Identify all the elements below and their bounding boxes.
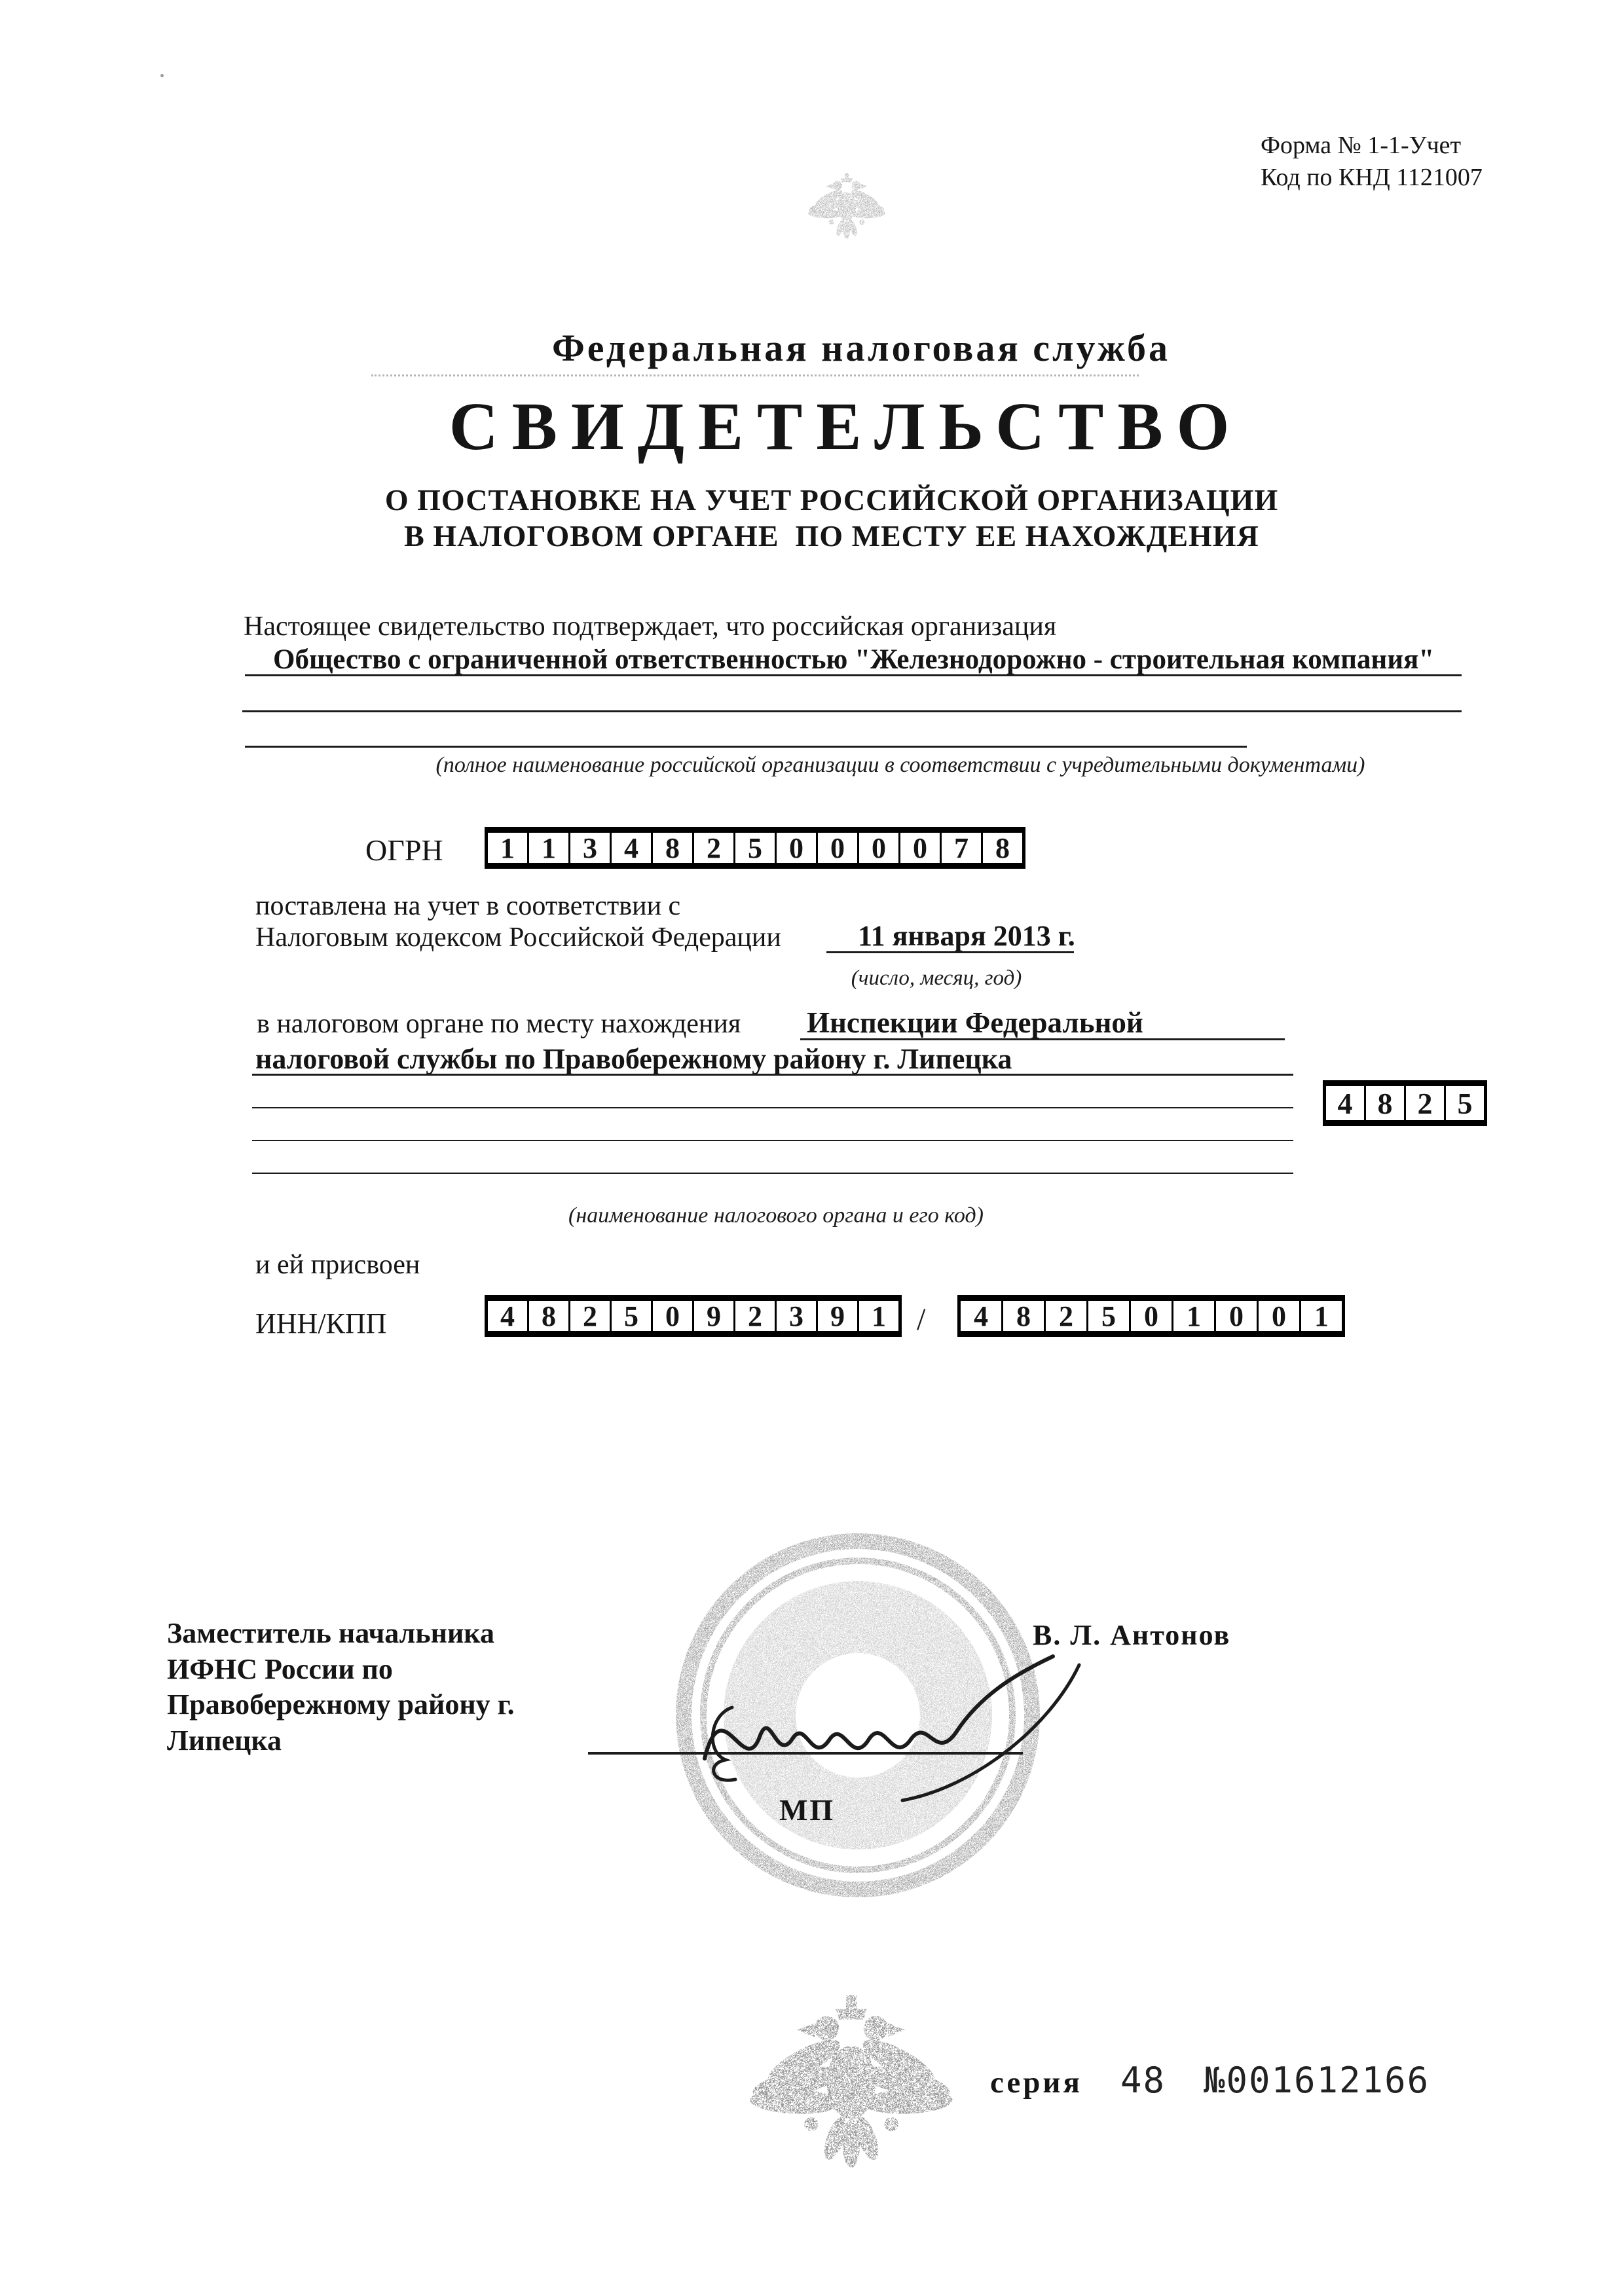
kpp-digit: 2 — [1046, 1301, 1086, 1331]
authority-underline-1 — [800, 1038, 1285, 1040]
agency-name: Федеральная налоговая служба — [551, 327, 1171, 369]
intro-text: Настоящее свидетельство подтверждает, что российская организация — [244, 611, 1057, 642]
kpp-digit: 0 — [1259, 1301, 1299, 1331]
inn-digit-boxes — [485, 1295, 902, 1337]
organization-caption: (полное наименование российской организации в соответствии с учредительными документами) — [435, 753, 1365, 777]
kpp-digit: 0 — [1216, 1301, 1257, 1331]
signatory-name: В. Л. Антонов — [1033, 1619, 1231, 1651]
authority-code-digit: 2 — [1406, 1086, 1444, 1120]
ogrn-digit: 3 — [570, 833, 610, 863]
registration-date: 11 января 2013 г. — [858, 920, 1075, 952]
inn-digit: 4 — [488, 1301, 527, 1331]
signatory-title — [167, 1616, 612, 1758]
kpp-digit: 1 — [1301, 1301, 1342, 1331]
signature-stroke — [686, 1642, 1118, 1806]
ogrn-digit: 1 — [529, 833, 568, 863]
assigned-line: и ей присвоен — [255, 1250, 420, 1280]
serial-block — [990, 2060, 1430, 2101]
coat-of-arms-icon — [807, 172, 887, 240]
document-subtitle-line1: О ПОСТАНОВКЕ НА УЧЕТ РОССИЙСКОЙ ОРГАНИЗАЦИИ — [384, 483, 1279, 517]
signatory-title-line: Липецка — [167, 1724, 282, 1757]
ogrn-digit: 0 — [818, 833, 857, 863]
date-underline — [826, 951, 1074, 953]
kpp-digit: 4 — [961, 1301, 1001, 1331]
registered-line: поставлена на учет в соответствии с — [255, 891, 681, 921]
form-code-block — [1261, 130, 1483, 193]
authority-name-line2: налоговой службы по Правобережному району г. Липецка — [255, 1043, 1012, 1075]
signatory-title-line: Правобережному району г. — [167, 1688, 515, 1721]
tax-code-line: Налоговым кодексом Российской Федерации — [255, 922, 781, 953]
ogrn-digit: 0 — [859, 833, 898, 863]
ogrn-digit-boxes — [485, 827, 1025, 869]
ogrn-digit: 5 — [735, 833, 775, 863]
knd-code: Код по КНД 1121007 — [1261, 163, 1483, 191]
form-number: Форма № 1-1-Учет — [1261, 132, 1462, 159]
ruled-line — [245, 674, 1462, 676]
kpp-digit: 5 — [1088, 1301, 1129, 1331]
authority-code-digit: 8 — [1366, 1086, 1404, 1120]
kpp-digit: 1 — [1173, 1301, 1214, 1331]
signatory-title-line: ИФНС России по — [167, 1652, 393, 1685]
inn-digit: 0 — [653, 1301, 692, 1331]
ruled-line — [252, 1107, 1293, 1108]
inn-digit: 8 — [529, 1301, 568, 1331]
authority-code-boxes — [1323, 1080, 1487, 1126]
certificate-number: №001612166 — [1203, 2060, 1430, 2101]
ogrn-digit: 7 — [942, 833, 981, 863]
ruled-line — [242, 710, 1462, 712]
kpp-digit: 8 — [1003, 1301, 1044, 1331]
ruled-line — [252, 1140, 1293, 1141]
ogrn-digit: 4 — [612, 833, 651, 863]
inn-digit: 3 — [777, 1301, 816, 1331]
ogrn-digit: 1 — [488, 833, 527, 863]
inn-digit: 5 — [612, 1301, 651, 1331]
kpp-digit-boxes — [957, 1295, 1345, 1337]
organization-name: Общество с ограниченной ответственностью "Железнодорожно - строительная компания" — [273, 644, 1435, 675]
ogrn-digit: 0 — [777, 833, 816, 863]
inn-kpp-label: ИНН/КПП — [255, 1307, 387, 1339]
authority-code-digit: 4 — [1326, 1086, 1364, 1120]
kpp-digit: 0 — [1131, 1301, 1172, 1331]
ogrn-label: ОГРН — [365, 833, 443, 867]
document-subtitle-line2: В НАЛОГОВОМ ОРГАНЕ ПО МЕСТУ ЕЕ НАХОЖДЕНИЯ — [404, 519, 1259, 553]
inn-digit: 9 — [694, 1301, 733, 1331]
stamp-place-label: МП — [779, 1793, 836, 1827]
series-label: серия — [990, 2066, 1082, 2100]
authority-name-line1: Инспекции Федеральной — [807, 1006, 1143, 1039]
header-divider — [371, 374, 1139, 376]
authority-intro: в налоговом органе по месту нахождения — [257, 1009, 741, 1039]
series-value: 48 — [1120, 2060, 1166, 2101]
inn-digit: 1 — [859, 1301, 898, 1331]
inn-digit: 2 — [570, 1301, 610, 1331]
document-title: СВИДЕТЕЛЬСТВО — [449, 389, 1244, 464]
authority-underline-2 — [252, 1074, 1293, 1076]
authority-code-digit: 5 — [1446, 1086, 1484, 1120]
scan-artifact-dot — [160, 74, 164, 77]
inn-digit: 2 — [735, 1301, 775, 1331]
authority-caption: (наименование налогового органа и его код) — [568, 1203, 984, 1228]
signatory-title-line: Заместитель начальника — [167, 1617, 494, 1649]
ogrn-digit: 2 — [694, 833, 733, 863]
ogrn-digit: 0 — [900, 833, 940, 863]
inn-digit: 9 — [818, 1301, 857, 1331]
ruled-line — [245, 746, 1247, 748]
ogrn-digit: 8 — [653, 833, 692, 863]
inn-kpp-separator: / — [917, 1302, 926, 1337]
date-caption: (число, месяц, год) — [851, 966, 1022, 990]
ogrn-digit: 8 — [983, 833, 1022, 863]
coat-of-arms-icon — [747, 1992, 956, 2170]
ruled-line — [252, 1173, 1293, 1174]
